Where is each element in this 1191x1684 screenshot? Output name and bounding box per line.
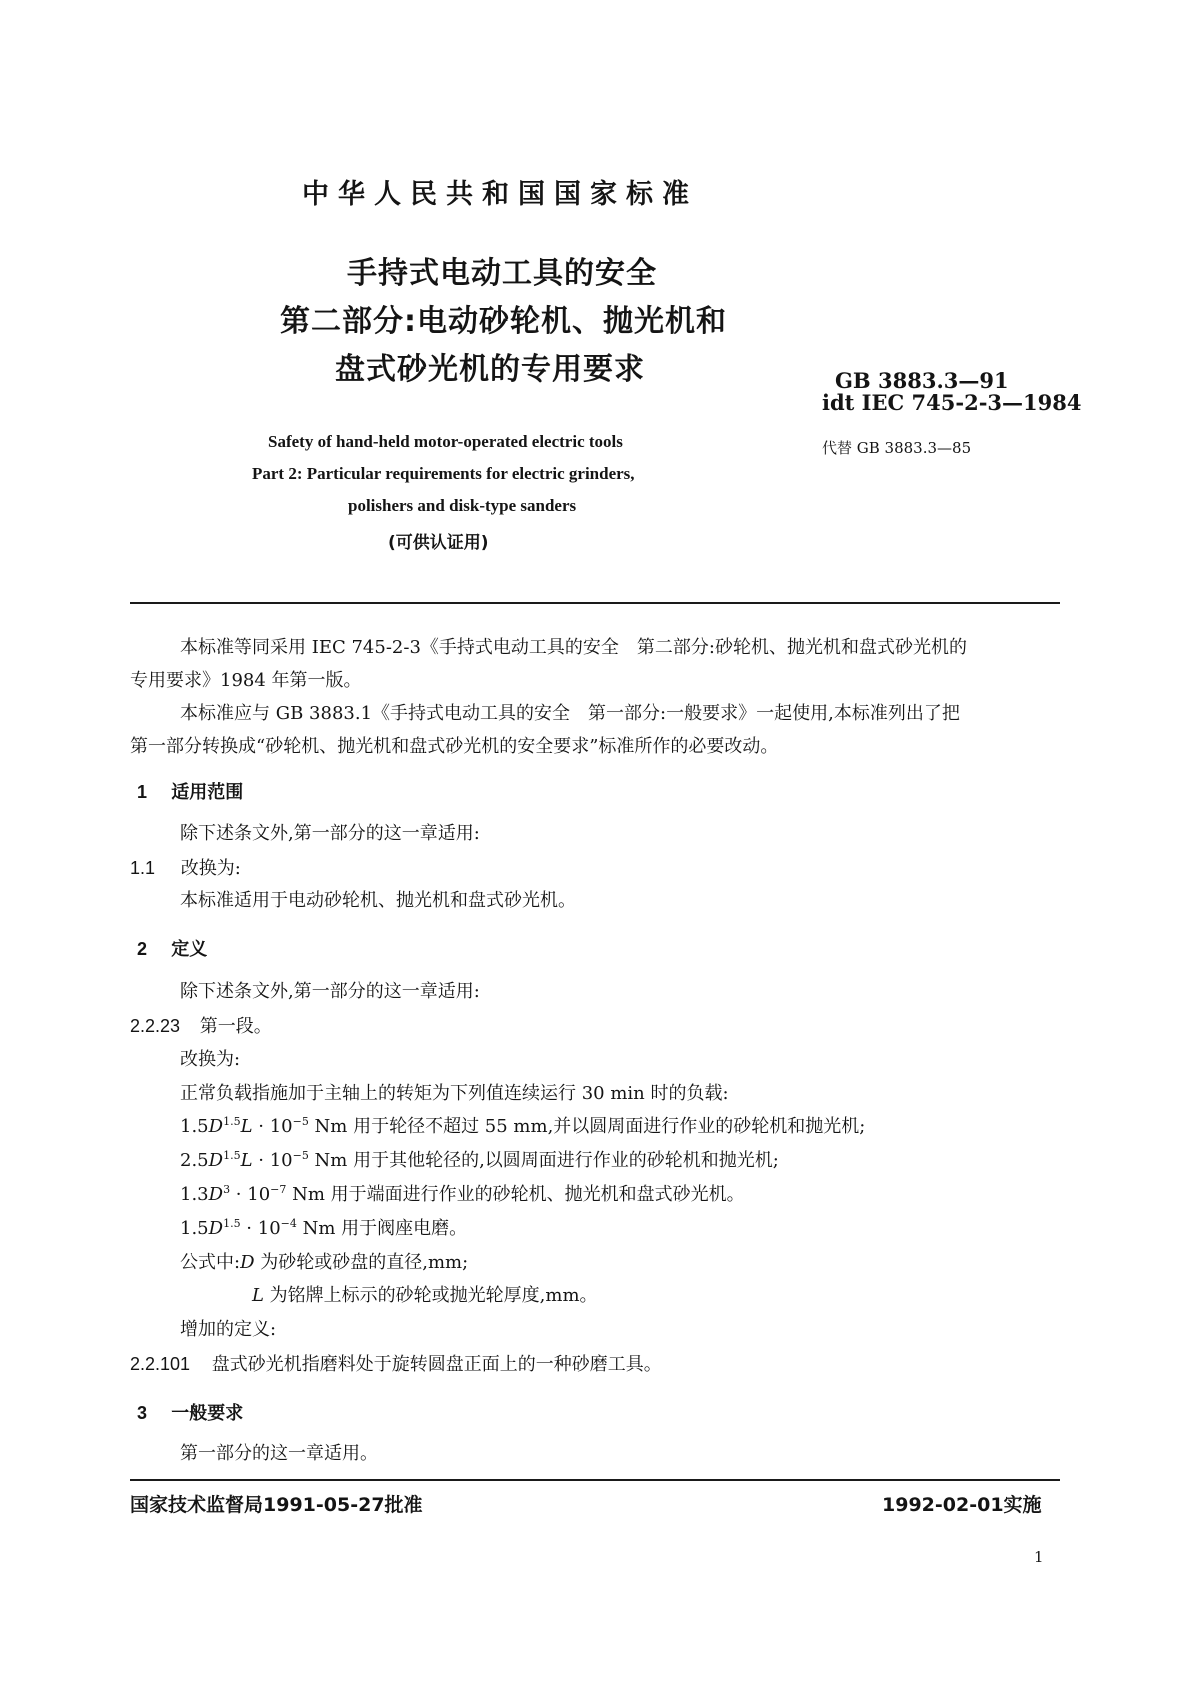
formula-exponent: 1.5 [223, 1115, 241, 1128]
formula-variable-l: L [240, 1150, 253, 1171]
certification-note: (可供认证用) [388, 533, 489, 553]
formula-coefficient: 1.3 [180, 1184, 209, 1205]
formula-exponent: 1.5 [223, 1149, 241, 1162]
formula-description: Nm 用于阀座电磨。 [296, 1218, 468, 1239]
formula-description: Nm 用于端面进行作业的砂轮机、抛光机和盘式砂光机。 [286, 1184, 745, 1205]
clause-2-2-23-number: 2.2.23 [130, 1016, 181, 1036]
change-label: 改换为: [180, 1049, 241, 1070]
effective-date: 1992-02-01实施 [882, 1494, 1042, 1516]
where-l-variable: L [252, 1285, 264, 1306]
intro-line-2: 专用要求》1984 年第一版。 [130, 670, 362, 691]
section-1-heading [137, 778, 243, 804]
formula-description: Nm 用于其他轮径的,以圆周面进行作业的砂轮机和抛光机; [308, 1150, 779, 1171]
formula-line: $1.5D^{1.5} \cdot 10^{-4}$ Nm 用于阀座电磨。 [180, 1217, 468, 1239]
where-d-text: 为砂轮或砂盘的直径,mm; [254, 1252, 469, 1273]
formula-power: −7 [270, 1183, 287, 1196]
top-rule [130, 602, 1060, 604]
formula-line: $1.5D^{1.5}L \cdot 10^{-5}$ Nm 用于轮径不超过 55 mm,并以圆周面进行作业的砂轮机和抛光机; [180, 1115, 866, 1137]
section-2-heading [137, 935, 207, 961]
idt-reference: idt IEC 745-2-3—1984 [822, 390, 1082, 415]
section-3-title: 一般要求 [171, 1403, 244, 1424]
formula-line: $2.5D^{1.5}L \cdot 10^{-5}$ Nm 用于其他轮径的,以圆周面进行作业的砂轮机和抛光机; [180, 1149, 779, 1171]
section-2-number: 2 [137, 939, 148, 959]
formula-exponent: 1.5 [223, 1217, 241, 1230]
formula-variable-d: D [208, 1150, 224, 1171]
title-cn-line-1: 手持式电动工具的安全 [347, 256, 657, 291]
where-d [180, 1252, 468, 1274]
formula-line: $1.3D^3 \cdot 10^{-7}$ Nm 用于端面进行作业的砂轮机、抛光机和盘式砂光机。 [180, 1183, 745, 1205]
title-en-line-2: Part 2: Particular requirements for electric grinders, [252, 464, 635, 483]
clause-2-2-101 [130, 1353, 662, 1376]
normal-load-definition: 正常负载指施加于主轴上的转矩为下列值连续运行 30 min 时的负载: [180, 1083, 729, 1104]
intro-line-3: 本标准应与 GB 3883.1《手持式电动工具的安全 第一部分:一般要求》一起使用,本标准列出了把 [180, 703, 960, 724]
section-3-text: 第一部分的这一章适用。 [180, 1443, 378, 1464]
section-1-text: 除下述条文外,第一部分的这一章适用: [180, 823, 480, 844]
section-1-title: 适用范围 [171, 782, 244, 803]
formula-coefficient: 1.5 [180, 1218, 209, 1239]
standard-number-block [822, 370, 1081, 414]
footer-rule [130, 1479, 1060, 1481]
section-2-title: 定义 [171, 939, 208, 960]
clause-1-1-number: 1.1 [130, 858, 156, 878]
where-prefix: 公式中: [180, 1252, 241, 1273]
formula-coefficient: 2.5 [180, 1150, 209, 1171]
formula-power: −5 [292, 1115, 309, 1128]
formula-exponent: 3 [223, 1183, 231, 1196]
title-cn-line-2: 第二部分:电动砂轮机、抛光机和 [280, 304, 727, 339]
title-cn-line-3: 盘式砂光机的专用要求 [335, 352, 645, 387]
clause-2-2-101-text: 盘式砂光机指磨料处于旋转圆盘正面上的一种砂磨工具。 [211, 1354, 662, 1375]
clause-1-1-text: 改换为: [180, 858, 241, 879]
formula-variable-d: D [208, 1184, 224, 1205]
standard-number: GB 3883.3—91 [835, 368, 1009, 393]
intro-line-4: 第一部分转换成“砂轮机、抛光机和盘式砂光机的安全要求”标准所作的必要改动。 [130, 736, 779, 757]
section-3-number: 3 [137, 1403, 148, 1423]
clause-1-1 [130, 857, 241, 880]
approval-date: 国家技术监督局1991-05-27批准 [130, 1494, 423, 1516]
where-d-variable: D [240, 1252, 255, 1273]
formula-variable-l: L [240, 1116, 253, 1137]
page-number: 1 [1034, 1548, 1044, 1566]
added-definition-label: 增加的定义: [180, 1319, 277, 1340]
clause-1-1-body: 本标准适用于电动砂轮机、抛光机和盘式砂光机。 [180, 890, 576, 911]
clause-2-2-23-text: 第一段。 [199, 1016, 272, 1037]
formula-description: Nm 用于轮径不超过 55 mm,并以圆周面进行作业的砂轮机和抛光机; [308, 1116, 866, 1137]
where-l-text: 为铭牌上标示的砂轮或抛光轮厚度,mm。 [263, 1285, 598, 1306]
clause-2-2-101-number: 2.2.101 [130, 1354, 191, 1374]
formula-coefficient: 1.5 [180, 1116, 209, 1137]
section-3-heading [137, 1399, 243, 1425]
formula-variable-d: D [208, 1218, 224, 1239]
intro-line-1: 本标准等同采用 IEC 745-2-3《手持式电动工具的安全 第二部分:砂轮机、抛光机和盘式砂光机的 [180, 637, 967, 658]
formula-variable-d: D [208, 1116, 224, 1137]
clause-2-2-23 [130, 1015, 272, 1038]
formula-power: −4 [280, 1217, 297, 1230]
where-l [252, 1285, 598, 1307]
title-en-line-3: polishers and disk-type sanders [348, 496, 577, 515]
replaces-note: 代替 GB 3883.3—85 [822, 439, 972, 457]
national-standard-heading: 中华人民共和国国家标准 [302, 179, 698, 210]
formula-power: −5 [292, 1149, 309, 1162]
section-1-number: 1 [137, 782, 148, 802]
title-en-line-1: Safety of hand-held motor-operated electric tools [268, 432, 623, 451]
section-2-text: 除下述条文外,第一部分的这一章适用: [180, 981, 480, 1002]
